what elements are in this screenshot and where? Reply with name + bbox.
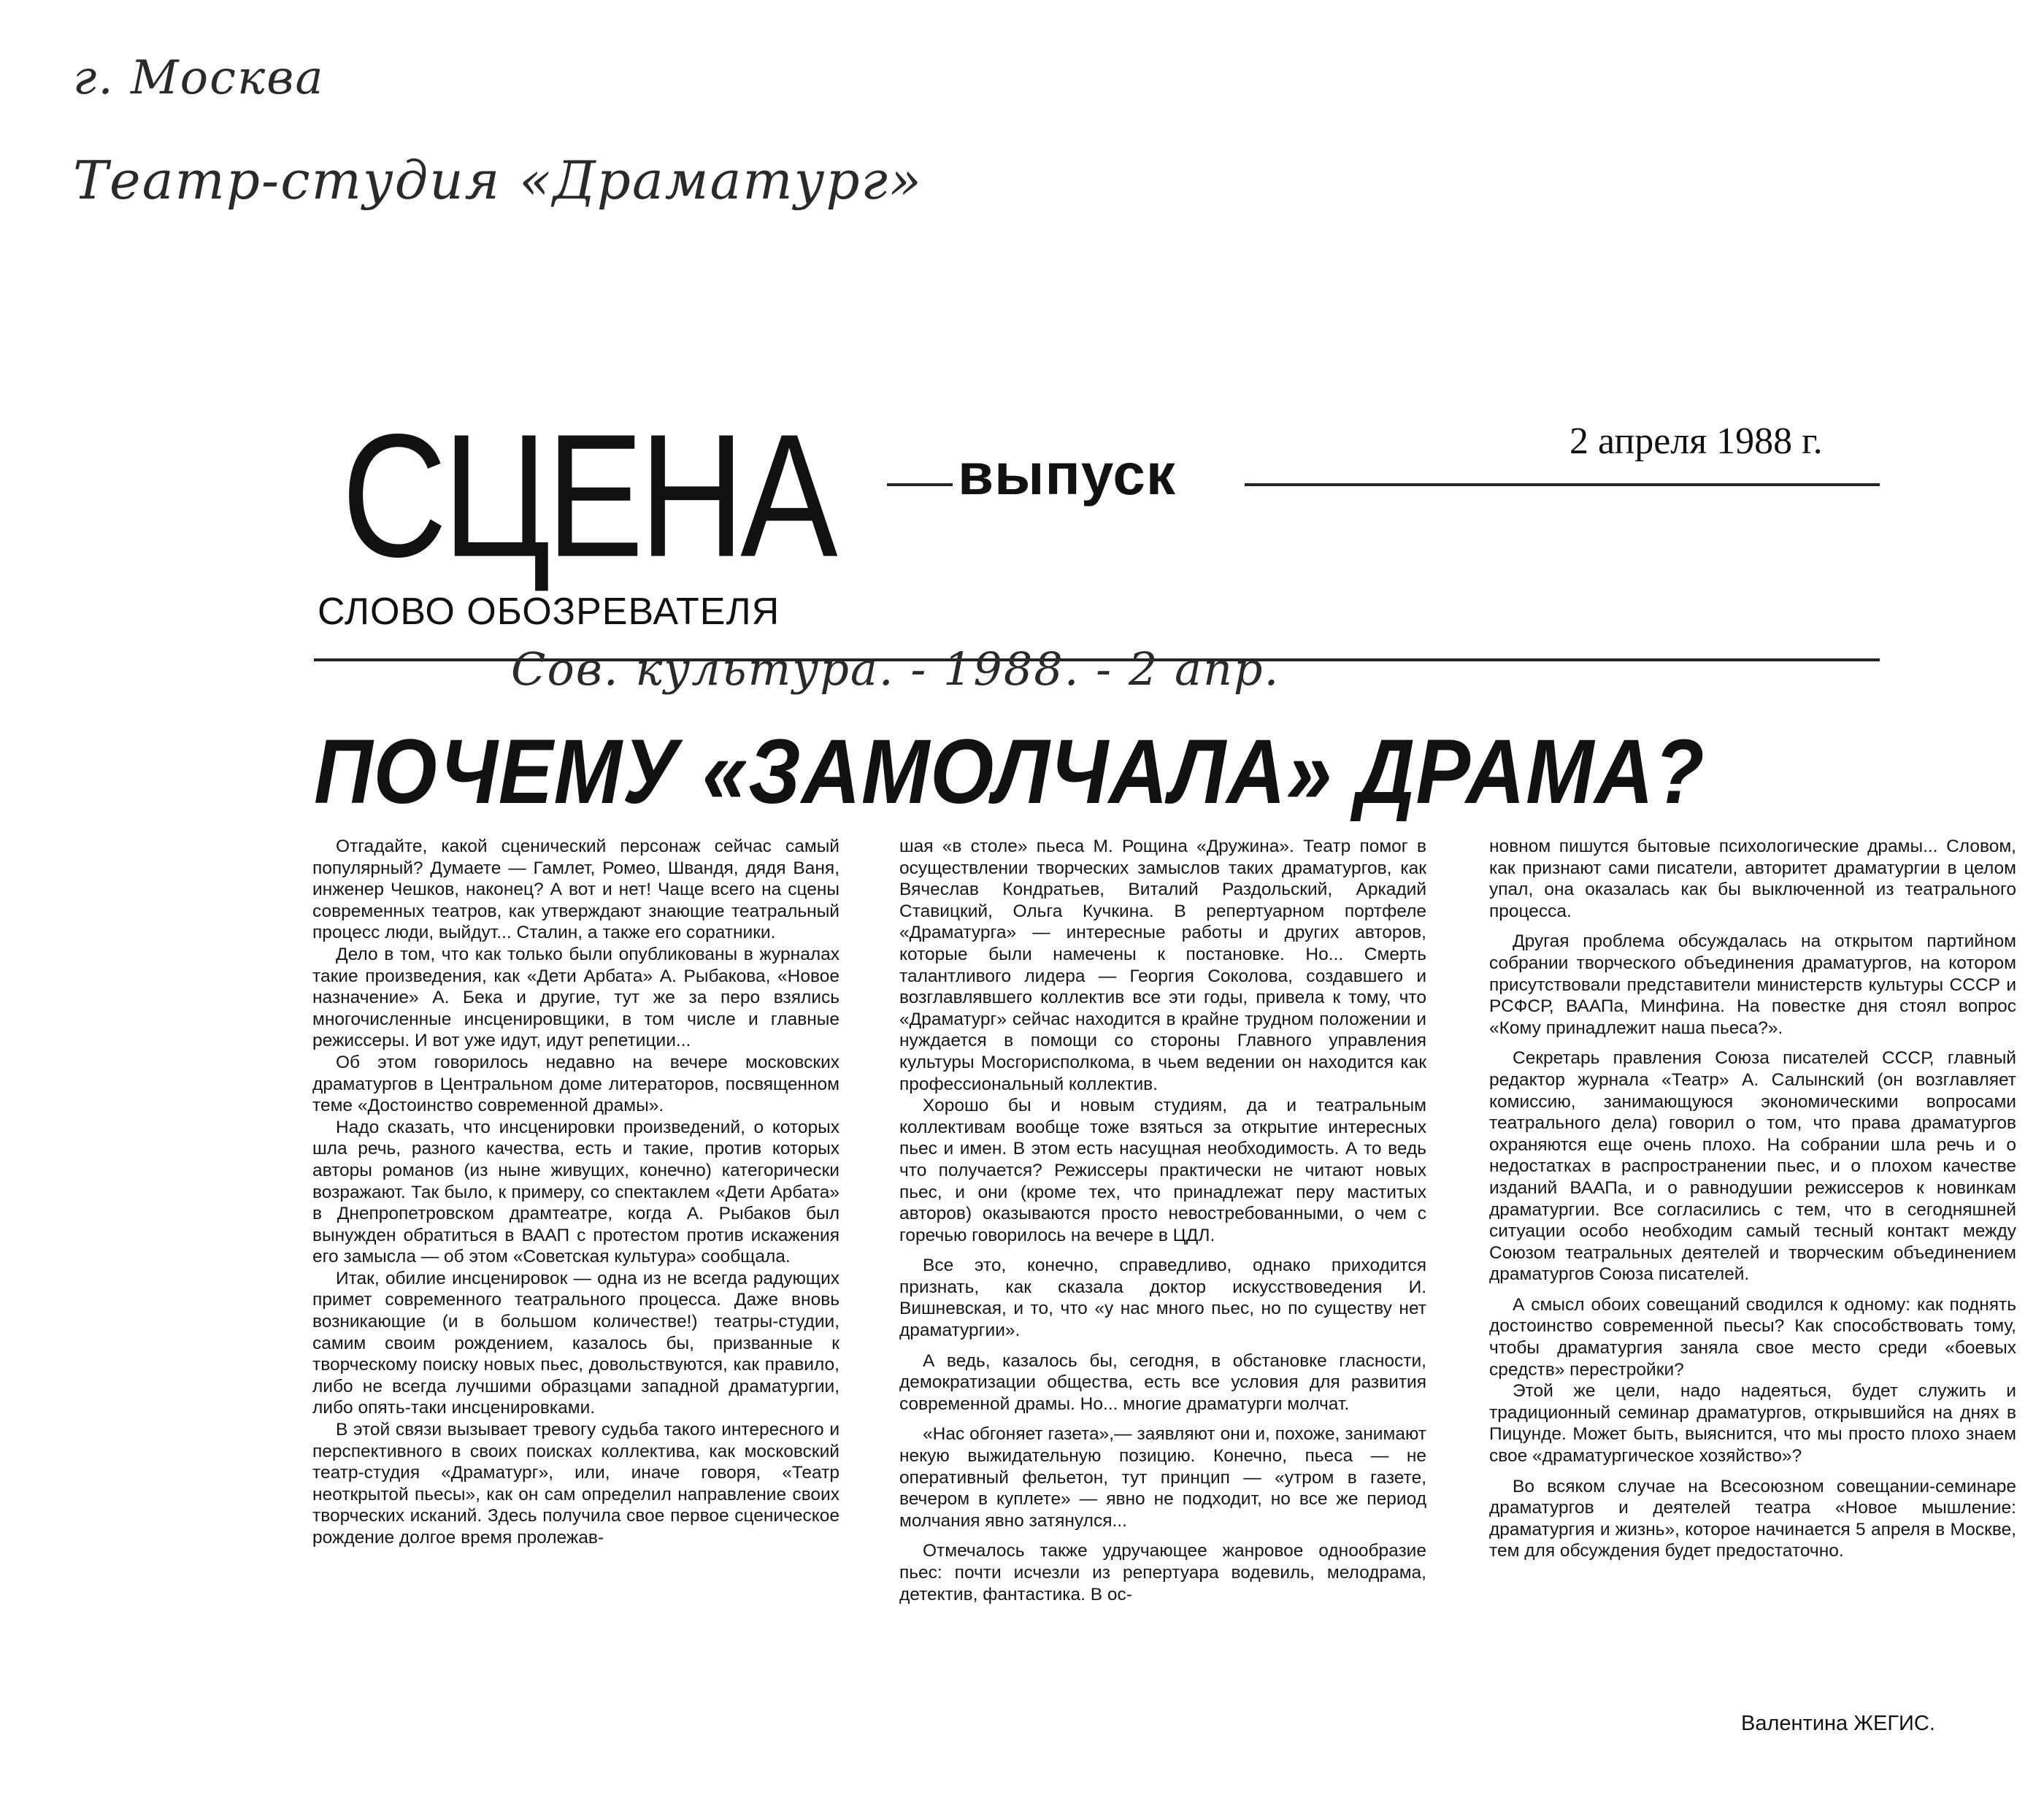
author-signature: Валентина ЖЕГИС. (1741, 1712, 1935, 1735)
handwritten-source-note: Сов. культура. - 1988. - 2 апр. (511, 642, 1280, 696)
paragraph: новном пишутся бытовые психологические драмы... Словом, как признают сами писатели, авторитет драматургии в целом упал, она оказалась как бы выключенной из театрального процесса. (1489, 837, 2016, 921)
paragraph: Об этом говорилось недавно на вечере московских драматургов в Центральном доме литераторов, посвященном теме «Достоинство современной драмы». (312, 1052, 840, 1116)
paragraph: Во всяком случае на Всесоюзном совещании-семинаре драматургов и деятелей театра «Новое мышление: драматургия и жизнь», которое начинается 5 апреля в Москве, тем для обсуждения будет предостаточно. (1489, 1476, 2016, 1561)
handwritten-theatre-note: Театр-студия «Драматург» (73, 150, 923, 211)
rubric-heading: СЛОВО ОБОЗРЕВАТЕЛЯ (318, 591, 780, 633)
article-headline: ПОЧЕМУ «ЗАМОЛЧАЛА» ДРАМА? (314, 720, 1705, 823)
article-column-2 (899, 836, 1426, 1748)
article-column-3 (1489, 836, 2016, 1748)
paragraph: Отмечалось также удручающее жанровое однообразие пьес: почти исчезли из репертуара водевиль, мелодрама, детектив, фантастика. В ос- (899, 1541, 1426, 1604)
article-column-1 (312, 836, 840, 1748)
paragraph: шая «в столе» пьеса М. Рощина «Дружина». Театр помог в осуществлении творческих замыслов таких драматургов, как Вячеслав Кондратьев, Виталий Раздольский, Аркадий Ставицкий, Ольга Кучкина. В репертуарном портфеле «Драматурга» — интересные работы и других авторов, которые были намечены к постановке. Но... Смерть талантливого лидера — Георгия Соколова, создавшего и возглавлявшего коллектив все эти годы, привела к тому, что «Драматург» сейчас находится в крайне трудном положении и нуждается в помощи со стороны Главного управления культуры Мосгорисполкома, в чьем ведении он находится как профессиональный коллектив. (899, 837, 1426, 1094)
paragraph: Отгадайте, какой сценический персонаж сейчас самый популярный? Думаете — Гамлет, Ромео, Швандя, дядя Ваня, инженер Чешков, наконец? А вот и нет! Чаще всего на сцены современных театров, как утверждают знающие театральный процесс люди, выйдут... Сталин, а также его соратники. (312, 837, 840, 943)
masthead-rule-right (1245, 483, 1880, 486)
paragraph: Все это, конечно, справедливо, однако приходится признать, как сказала доктор искусствоведения И. Вишневская, и то, что «у нас много пьес, но по существу нет драматургии». (899, 1256, 1426, 1341)
masthead-title: СЦЕНА (342, 398, 834, 594)
paragraph: Дело в том, что как только были опубликованы в журналах такие произведения, как «Дети Арбата» А. Рыбакова, «Новое назначение» А. Бека и другие, тут же за перо взялись многочисленные инсценировщики, в том числе и главные режиссеры. И вот уже идут, идут репетиции... (312, 944, 840, 1051)
paragraph: Другая проблема обсуждалась на открытом партийном собрании творческого объединения драматургов, на котором присутствовали представители министерств культуры СССР и РСФСР, ВААПа, Минфина. На повестке дня стоял вопрос «Кому принадлежит наша пьеса?». (1489, 931, 2016, 1038)
paragraph: Надо сказать, что инсценировки произведений, о которых шла речь, разного качества, есть и такие, против которых авторы романов (из ныне живущих, конечно) категорически возражают. Так было, к примеру, со спектаклем «Дети Арбата» в Днепропетровском драмтеатре, когда А. Рыбаков был вынужден обратиться в ВААП с протестом против искажения его замысла — об этом «Советская культура» сообщала. (312, 1117, 840, 1267)
masthead-issue-label: выпуск (958, 442, 1176, 507)
paragraph: Хорошо бы и новым студиям, да и театральным коллективам вообще тоже взяться за открытие интересных пьес и имен. В этом есть насущная необходимость. А то ведь что получается? Режиссеры практически не читают новых пьес, и они (кроме тех, что принадлежат перу маститых авторов) оказываются просто невостребованными, о чем с горечью говорилось на вечере в ЦДЛ. (899, 1096, 1426, 1245)
paragraph: Секретарь правления Союза писателей СССР, главный редактор журнала «Театр» А. Салынский (он возглавляет комиссию, занимающуюся экономическими вопросами театрального дела) говорил о том, что права драматургов охраняются еще очень плохо. На собрании шла речь и о недостатках в распространении пьес, и о плохом качестве изданий ВААПа, и о равнодушии режиссеров к новинкам драматургии. Все согласились с тем, что в сегодняшней ситуации особо необходим самый тесный контакт между Союзом театральных деятелей и творческим объединением драматургов Союза писателей. (1489, 1048, 2016, 1285)
paragraph: А смысл обоих совещаний сводился к одному: как поднять достоинство современной пьесы? Как способствовать тому, чтобы драматургия заняла свое место среди «боевых средств» перестройки? (1489, 1294, 2016, 1380)
paragraph: В этой связи вызывает тревогу судьба такого интересного и перспективного в своих поисках коллектива, как московский театр-студия «Драматург», или, иначе говоря, «Театр неоткрытой пьесы», как он сам определил направление своих творческих исканий. Здесь получила свое первое сценическое рождение долгое время пролежав- (312, 1420, 840, 1548)
paragraph: «Нас обгоняет газета»,— заявляют они и, похоже, занимают некую выжидательную позицию. Конечно, пьеса — не оперативный фельетон, тут принцип — «утром в газете, вечером в куплете» — явно не подходит, но все же период молчания явно затянулся... (899, 1424, 1426, 1531)
masthead-rule-left (887, 483, 953, 486)
issue-date: 2 апреля 1988 г. (1570, 420, 1823, 462)
paragraph: Итак, обилие инсценировок — одна из не всегда радующих примет современного театрального процесса. Даже вновь возникающие (и в большом количестве!) театры-студии, самим своим рождением, казалось бы, призванные к творческому поиску новых пьес, довольствуются, как правило, либо не всегда лучшими образцами западной драматургии, либо опять-таки инсценировками. (312, 1268, 840, 1418)
paragraph: Этой же цели, надо надеяться, будет служить и традиционный семинар драматургов, открывшийся на днях в Пицунде. Может быть, выяснится, что мы просто плохо знаем свое «драматургическое хозяйство»? (1489, 1381, 2016, 1467)
handwritten-city-note: г. Москва (73, 51, 325, 105)
paragraph: А ведь, казалось бы, сегодня, в обстановке гласности, демократизации общества, есть все условия для развития современной драмы. Но... многие драматурги молчат. (899, 1350, 1426, 1414)
